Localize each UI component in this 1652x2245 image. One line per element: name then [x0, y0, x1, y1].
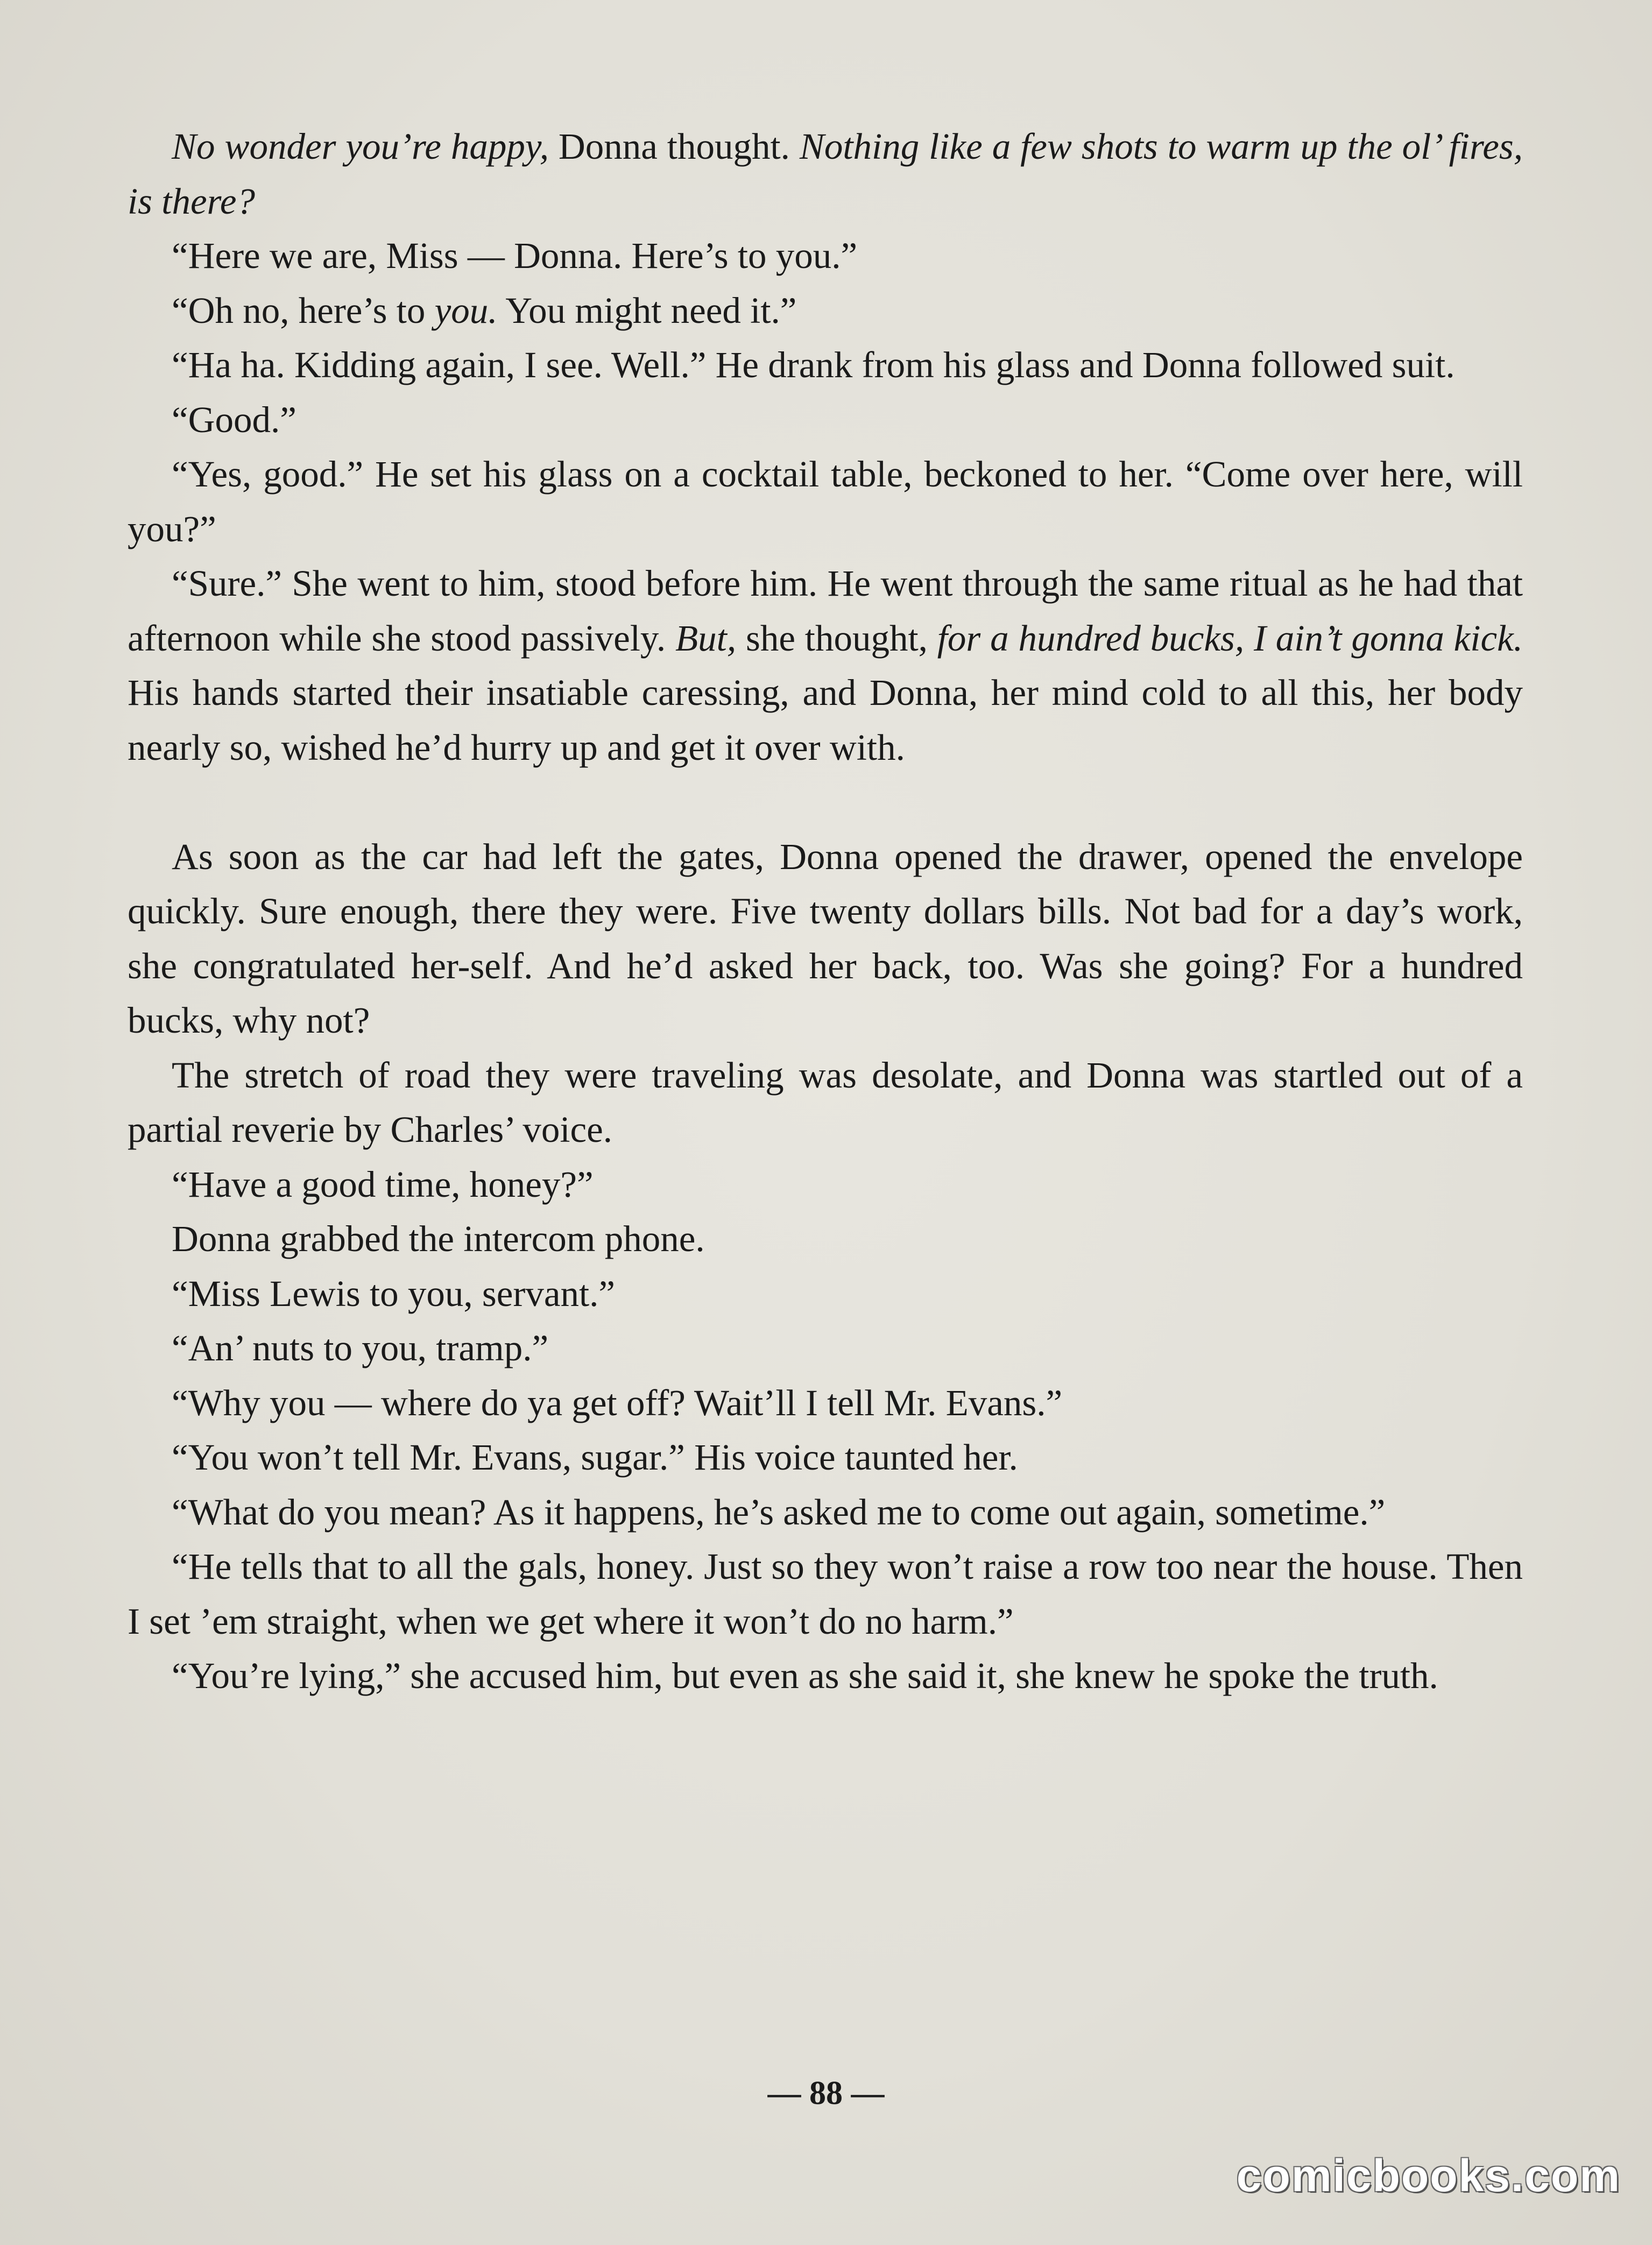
text-run: Donna thought.	[548, 126, 800, 167]
text-run: “Good.”	[172, 399, 296, 440]
text-run: “Miss Lewis to you, servant.”	[172, 1273, 616, 1314]
italic-text: Nothing like a few shots to warm up the ol’ fires, is there?	[128, 126, 1523, 222]
text-run: “Oh no, here’s to	[172, 290, 435, 331]
text-run: “He tells that to all the gals, honey. Just so they won’t raise a row too near the house. Then I set ’em straight, when we get where it won’t do no harm.”	[128, 1546, 1523, 1642]
paragraph	[128, 1267, 1523, 1322]
paragraph	[128, 393, 1523, 448]
text-run: “You won’t tell Mr. Evans, sugar.” His voice taunted her.	[172, 1437, 1018, 1478]
text-run: “Have a good time, honey?”	[172, 1163, 594, 1205]
page-number: — 88 —	[767, 2075, 885, 2112]
paragraph	[128, 338, 1523, 393]
paragraph	[128, 1376, 1523, 1431]
italic-text: for a hundred bucks, I ain’t gonna kick.	[937, 617, 1523, 659]
text-run: “Sure.” She went to him, stood before him. He went through the same ritual as he had that afternoon while she stood passively.	[128, 563, 1523, 659]
watermark-logo: comicbooks.com	[1236, 2150, 1621, 2201]
text-run: The stretch of road they were traveling was desolate, and Donna was startled out of a partial reverie by Charles’ voice.	[128, 1054, 1523, 1150]
text-run: “What do you mean? As it happens, he’s asked me to come out again, sometime.”	[172, 1491, 1386, 1533]
text-run: You might need it.”	[497, 290, 797, 331]
text-run: As soon as the car had left the gates, Donna opened the drawer, opened the envelope quickly. Sure enough, there they were. Five twenty dollars bills. Not bad for a day’s work, she congratulated her-self. And he’d asked her back, too. Was she going? For a hundred bucks, why not?	[128, 836, 1523, 1041]
text-run: she thought,	[736, 617, 937, 659]
paragraph	[128, 1649, 1523, 1704]
text-run: “Why you — where do ya get off? Wait’ll I tell Mr. Evans.”	[172, 1382, 1063, 1423]
paragraph	[128, 284, 1523, 338]
story-text	[128, 119, 1523, 1704]
italic-text: No wonder you’re happy,	[172, 126, 549, 167]
paragraph	[128, 1485, 1523, 1540]
paragraph	[128, 1321, 1523, 1376]
paragraph	[128, 1430, 1523, 1485]
paragraph	[128, 1212, 1523, 1267]
paragraph	[128, 830, 1523, 1048]
italic-text: But,	[675, 617, 737, 659]
italic-text: you.	[434, 290, 498, 331]
paragraph	[128, 1157, 1523, 1212]
paragraph	[128, 556, 1523, 775]
text-run: “You’re lying,” she accused him, but even as she said it, she knew he spoke the truth.	[172, 1655, 1438, 1696]
paragraph	[128, 1048, 1523, 1157]
text-run: Donna grabbed the intercom phone.	[172, 1218, 705, 1259]
text-run: “Yes, good.” He set his glass on a cocktail table, beckoned to her. “Come over here, will you?”	[128, 454, 1523, 549]
text-run: His hands started their insatiable caressing, and Donna, her mind cold to all this, her body nearly so, wished he’d hurry up and get it over with.	[128, 672, 1523, 768]
paragraph	[128, 1540, 1523, 1649]
text-run: “An’ nuts to you, tramp.”	[172, 1328, 549, 1368]
paragraph	[128, 447, 1523, 556]
paragraph	[128, 119, 1523, 229]
text-run: “Ha ha. Kidding again, I see. Well.” He drank from his glass and Donna followed suit.	[172, 344, 1455, 385]
paragraph	[128, 229, 1523, 284]
text-run: “Here we are, Miss — Donna. Here’s to you.”	[172, 235, 858, 276]
